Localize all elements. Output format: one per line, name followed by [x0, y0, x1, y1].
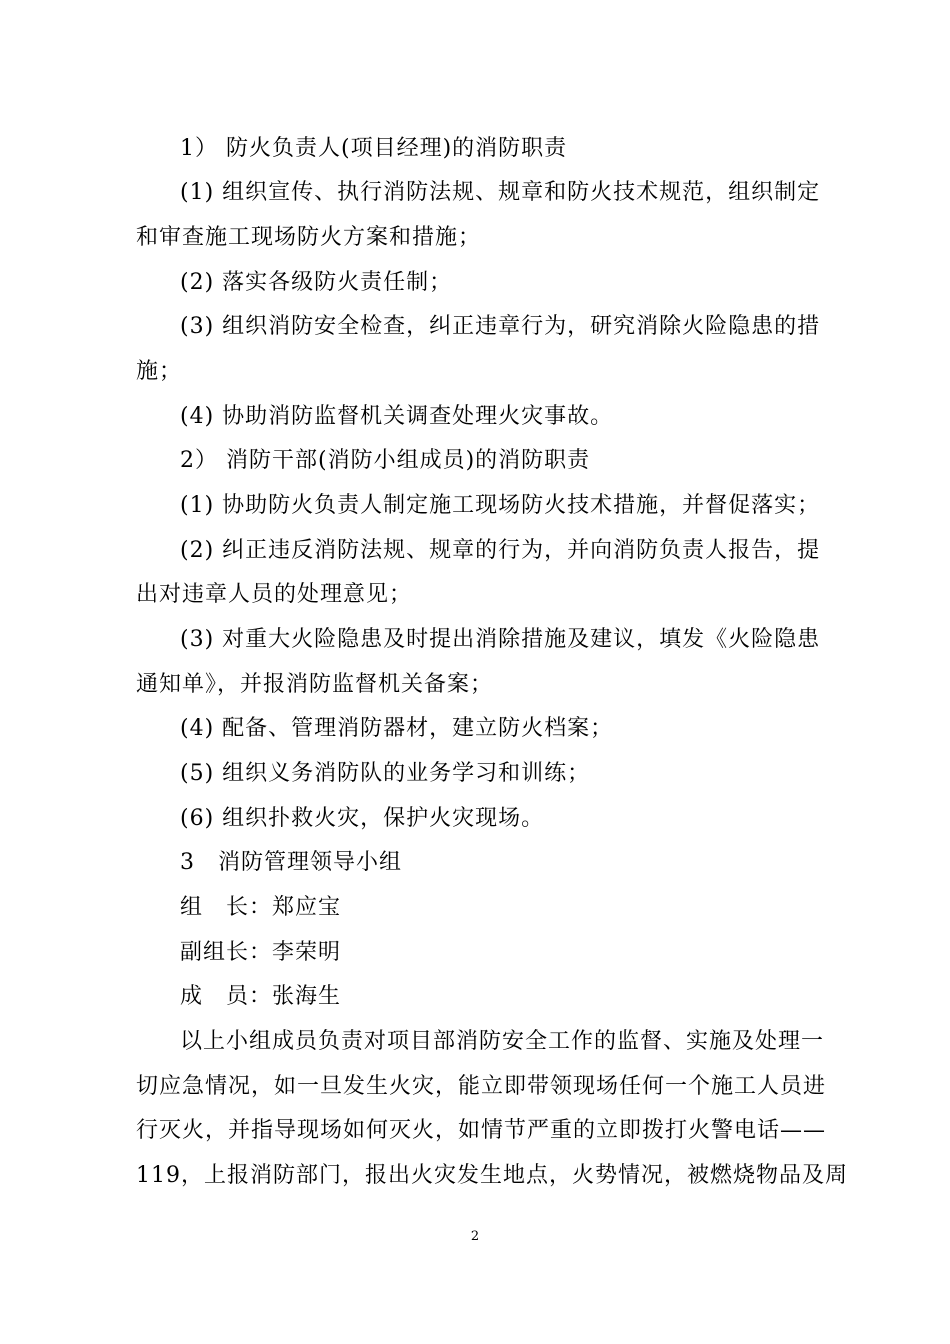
text-line: 以上小组成员负责对项目部消防安全工作的监督、实施及处理一	[180, 1029, 825, 1054]
section-heading: 3 消防管理领导小组	[180, 850, 402, 875]
text-line: 成 员：张海生	[180, 984, 342, 1009]
text-line: (2) 纠正违反消防法规、规章的行为，并向消防负责人报告，提	[180, 538, 821, 563]
text-line: (4) 协助消防监督机关调查处理火灾事故。	[180, 404, 614, 429]
text-line: (3) 组织消防安全检查，纠正违章行为，研究消除火险隐患的措	[180, 314, 821, 339]
text-line: (3) 对重大火险隐患及时提出消除措施及建议，填发《火险隐患	[180, 627, 821, 652]
page-number: 2	[470, 1229, 480, 1244]
text-line: 切应急情况，如一旦发生火灾，能立即带领现场任何一个施工人员进	[136, 1074, 827, 1099]
text-line: (5) 组织义务消防队的业务学习和训练；	[180, 761, 591, 786]
text-line: 通知单》，并报消防监督机关备案；	[136, 672, 494, 697]
text-line: 行灭火，并指导现场如何灭火，如情节严重的立即拨打火警电话——	[136, 1118, 827, 1143]
text-line: (1) 组织宣传、执行消防法规、规章和防火技术规范，组织制定	[180, 180, 821, 205]
text-line: 119，上报消防部门，报出火灾发生地点，火势情况，被燃烧物品及周	[136, 1163, 848, 1188]
text-line: 施；	[136, 359, 183, 384]
text-line: 2） 消防干部(消防小组成员)的消防职责	[180, 448, 591, 473]
text-line: (4) 配备、管理消防器材，建立防火档案；	[180, 716, 614, 741]
text-line: 副组长：李荣明	[180, 940, 342, 965]
text-line: (6) 组织扑救火灾，保护火灾现场。	[180, 806, 545, 831]
text-line: 出对违章人员的处理意见；	[136, 582, 413, 607]
text-line: (1) 协助防火负责人制定施工现场防火技术措施，并督促落实；	[180, 493, 821, 518]
text-line: 和审查施工现场防火方案和措施；	[136, 225, 482, 250]
text-line: 组 长：郑应宝	[180, 895, 342, 920]
text-line: (2) 落实各级防火责任制；	[180, 270, 453, 295]
text-line: 1） 防火负责人(项目经理)的消防职责	[180, 136, 568, 161]
